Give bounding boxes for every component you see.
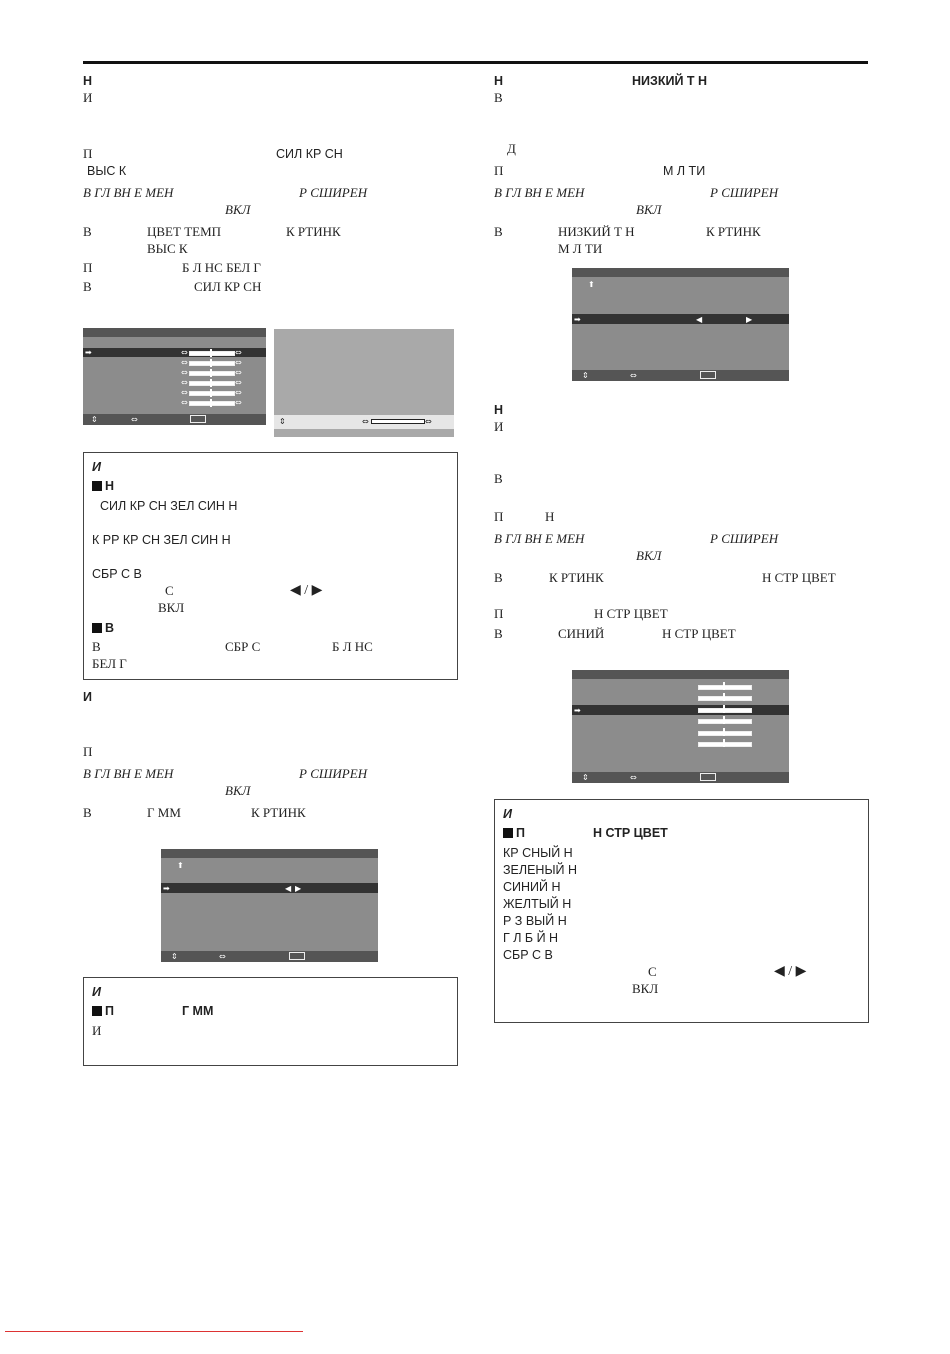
osd-slider: [698, 708, 752, 713]
section-title: И: [83, 690, 92, 704]
section-title: Н: [494, 74, 504, 88]
body-text: Г ММ: [147, 805, 181, 820]
instruction-text: В ГЛ ВН Е МЕН: [83, 185, 174, 200]
body-text: Н СТР ЦВЕТ: [594, 606, 668, 621]
adjust-icon: ⇔: [235, 398, 242, 407]
instruction-text: Р СШИРЕН: [299, 185, 368, 200]
osd-selected-row: [572, 314, 789, 324]
leftright-icon: ⇔: [219, 952, 226, 961]
body-text: М Л ТИ: [663, 164, 706, 178]
note-subtitle: [92, 478, 114, 494]
osd-footer: [161, 951, 378, 962]
osd-slider-knob: [723, 739, 725, 747]
instruction-text: Р СШИРЕН: [710, 185, 779, 200]
note-subtitle: [503, 825, 525, 841]
osd-title-bar: [572, 670, 789, 679]
note-text: Б Л НС: [332, 639, 373, 654]
adjust-icon: ⇔: [181, 388, 188, 397]
note-subtitle-text: Н СТР ЦВЕТ: [593, 826, 668, 840]
ok-button-icon: [190, 415, 206, 423]
osd-slider: [698, 742, 752, 747]
osd-slider-knob: [723, 716, 725, 724]
instruction-text: ВКЛ: [636, 548, 662, 563]
note-text: БЕЛ Г: [92, 656, 127, 671]
body-text: В: [494, 90, 503, 105]
body-text: И: [83, 90, 93, 105]
body-text: К РТИНК: [549, 570, 604, 585]
osd-selected-row: [572, 705, 789, 715]
footer-rule: [5, 1331, 303, 1332]
osd-slider-knob: [723, 728, 725, 736]
adjust-icon: ⇔: [425, 417, 432, 426]
body-text: В: [83, 805, 92, 820]
note-subtitle-text: П: [516, 826, 525, 840]
note-subtitle-text: П: [105, 1004, 114, 1018]
leftright-icon: ⇔: [630, 773, 637, 782]
osd-slider-knob: [210, 369, 212, 377]
osd-slider-knob: [723, 705, 725, 713]
body-text: В: [494, 224, 503, 239]
square-bullet-icon: [92, 1006, 102, 1016]
body-text: СИЛ КР СН: [194, 279, 262, 294]
instruction-text: ВКЛ: [225, 202, 251, 217]
osd-adjust-screen: [274, 329, 454, 437]
updown-icon: ⇕: [582, 773, 589, 782]
note-title: И: [92, 460, 101, 474]
note-subtitle-text: Г ММ: [182, 1004, 214, 1018]
adjust-icon: ⇔: [235, 348, 242, 357]
body-text: В: [494, 570, 503, 585]
note-list-item: СИНИЙ Н: [503, 880, 561, 894]
instruction-text: Р СШИРЕН: [299, 766, 368, 781]
osd-slider: [189, 361, 235, 366]
body-text: СИНИЙ: [558, 626, 605, 641]
osd-slider-knob: [723, 693, 725, 701]
body-text: К РТИНК: [251, 805, 306, 820]
osd-slider: [189, 381, 235, 386]
osd-slider: [371, 419, 425, 424]
note-text: СБР С: [225, 639, 261, 654]
osd-slider: [698, 696, 752, 701]
osd-slider: [189, 351, 235, 356]
osd-title-bar: [83, 328, 266, 337]
osd-selected-row: [161, 883, 378, 893]
adjust-icon: ⇔: [235, 368, 242, 377]
body-text: В: [83, 224, 92, 239]
body-text: В: [83, 279, 92, 294]
leftright-icon: ⇔: [131, 415, 138, 424]
instruction-text: ВКЛ: [225, 783, 251, 798]
osd-footer: [83, 414, 266, 425]
note-text: С: [648, 964, 657, 979]
osd-slider-knob: [210, 399, 212, 407]
osd-slider-knob: [210, 379, 212, 387]
arrow-right-icon: ➡: [574, 706, 581, 715]
instruction-text: ВКЛ: [636, 202, 662, 217]
arrow-up-icon: ⬆: [588, 280, 595, 289]
osd-slider-knob: [210, 389, 212, 397]
note-title: И: [92, 985, 101, 999]
note-subtitle-text: В: [105, 621, 115, 635]
section-title: Н: [83, 74, 93, 88]
body-text: ВЫС К: [87, 164, 127, 178]
adjust-icon: ⇔: [235, 388, 242, 397]
updown-icon: ⇕: [91, 415, 98, 424]
square-bullet-icon: [503, 828, 513, 838]
note-subtitle-text: Н: [105, 479, 115, 493]
arrow-keys-icon: ◀ / ▶: [774, 964, 807, 979]
osd-footer: [572, 772, 789, 783]
body-text: Н СТР ЦВЕТ: [662, 626, 736, 641]
note-text: ВКЛ: [158, 600, 185, 615]
body-text: П: [494, 606, 504, 621]
note-list-item: ЖЕЛТЫЙ Н: [503, 897, 572, 911]
note-text: И: [92, 1023, 102, 1038]
note-text: К РР КР СН ЗЕЛ СИН Н: [92, 533, 231, 547]
arrow-right-icon: ➡: [163, 884, 170, 893]
note-list-item: Г Л Б Й Н: [503, 931, 559, 945]
body-text: П: [83, 260, 93, 275]
body-text: К РТИНК: [706, 224, 761, 239]
leftright-icon: ⇔: [630, 371, 637, 380]
adjust-icon: ⇔: [181, 368, 188, 377]
osd-slider: [189, 401, 235, 406]
instruction-text: Р СШИРЕН: [710, 531, 779, 546]
note-box: [83, 977, 458, 1066]
body-text: В: [494, 471, 503, 486]
body-text: СИЛ КР СН: [276, 147, 343, 161]
updown-icon: ⇕: [171, 952, 178, 961]
osd-title-bar: [161, 849, 378, 858]
note-text: В: [92, 639, 101, 654]
body-text: Д: [507, 141, 516, 156]
adjust-icon: ⇔: [181, 398, 188, 407]
right-triangle-icon: ▶: [295, 884, 302, 893]
left-triangle-icon: ◀: [696, 315, 703, 324]
osd-low-tone-menu: [572, 268, 789, 381]
note-text: СИЛ КР СН ЗЕЛ СИН Н: [100, 499, 238, 513]
adjust-icon: ⇔: [362, 417, 369, 426]
square-bullet-icon: [92, 623, 102, 633]
updown-icon: ⇕: [279, 417, 286, 426]
note-text: ВКЛ: [632, 981, 659, 996]
body-text: П: [494, 163, 504, 178]
ok-button-icon: [289, 952, 305, 960]
osd-slider: [698, 731, 752, 736]
osd-slider-knob: [723, 682, 725, 690]
left-triangle-icon: ◀: [285, 884, 292, 893]
body-text: Б Л НС БЕЛ Г: [182, 260, 261, 275]
body-text: ВЫС К: [147, 241, 188, 256]
osd-footer: [572, 370, 789, 381]
adjust-icon: ⇔: [181, 378, 188, 387]
arrow-right-icon: ➡: [85, 348, 92, 357]
note-list-item: СБР С В: [503, 948, 553, 962]
osd-gamma-menu: [161, 849, 378, 962]
arrow-keys-icon: ◀ / ▶: [290, 583, 323, 598]
adjust-icon: ⇔: [181, 358, 188, 367]
note-text: СБР С В: [92, 567, 142, 581]
note-subtitle: [92, 1003, 114, 1019]
osd-slider: [189, 391, 235, 396]
instruction-text: В ГЛ ВН Е МЕН: [494, 185, 585, 200]
note-list-item: Р З ВЫЙ Н: [503, 914, 567, 928]
instruction-text: В ГЛ ВН Е МЕН: [494, 531, 585, 546]
ok-button-icon: [700, 773, 716, 781]
arrow-right-icon: ➡: [574, 315, 581, 324]
adjust-icon: ⇔: [235, 378, 242, 387]
section-title: Н: [494, 403, 504, 417]
body-text: НИЗКИЙ Т Н: [558, 224, 635, 239]
updown-icon: ⇕: [582, 371, 589, 380]
adjust-icon: ⇔: [181, 348, 188, 357]
osd-slider: [189, 371, 235, 376]
section-title: НИЗКИЙ Т Н: [632, 74, 708, 88]
osd-slider: [698, 685, 752, 690]
body-text: М Л ТИ: [558, 241, 603, 256]
note-subtitle: [92, 620, 114, 636]
osd-picture-menu: [83, 328, 266, 425]
instruction-text: В ГЛ ВН Е МЕН: [83, 766, 174, 781]
body-text: ЦВЕТ ТЕМП: [147, 224, 222, 239]
body-text: К РТИНК: [286, 224, 341, 239]
body-text: Н: [545, 509, 555, 524]
note-text: С: [165, 583, 174, 598]
body-text: П: [494, 509, 504, 524]
right-triangle-icon: ▶: [746, 315, 753, 324]
osd-slider-knob: [210, 349, 212, 357]
osd-color-adjust-menu: [572, 670, 789, 783]
square-bullet-icon: [92, 481, 102, 491]
header-rule: [83, 61, 868, 64]
body-text: Н СТР ЦВЕТ: [762, 570, 836, 585]
osd-slider: [698, 719, 752, 724]
body-text: П: [83, 744, 93, 759]
body-text: В: [494, 626, 503, 641]
body-text: И: [494, 419, 504, 434]
osd-slider-knob: [210, 359, 212, 367]
ok-button-icon: [700, 371, 716, 379]
note-title: И: [503, 807, 512, 821]
arrow-up-icon: ⬆: [177, 861, 184, 870]
note-list-item: КР СНЫЙ Н: [503, 846, 573, 860]
body-text: П: [83, 146, 93, 161]
note-list-item: ЗЕЛЕНЫЙ Н: [503, 863, 578, 877]
adjust-icon: ⇔: [235, 358, 242, 367]
osd-title-bar: [572, 268, 789, 277]
